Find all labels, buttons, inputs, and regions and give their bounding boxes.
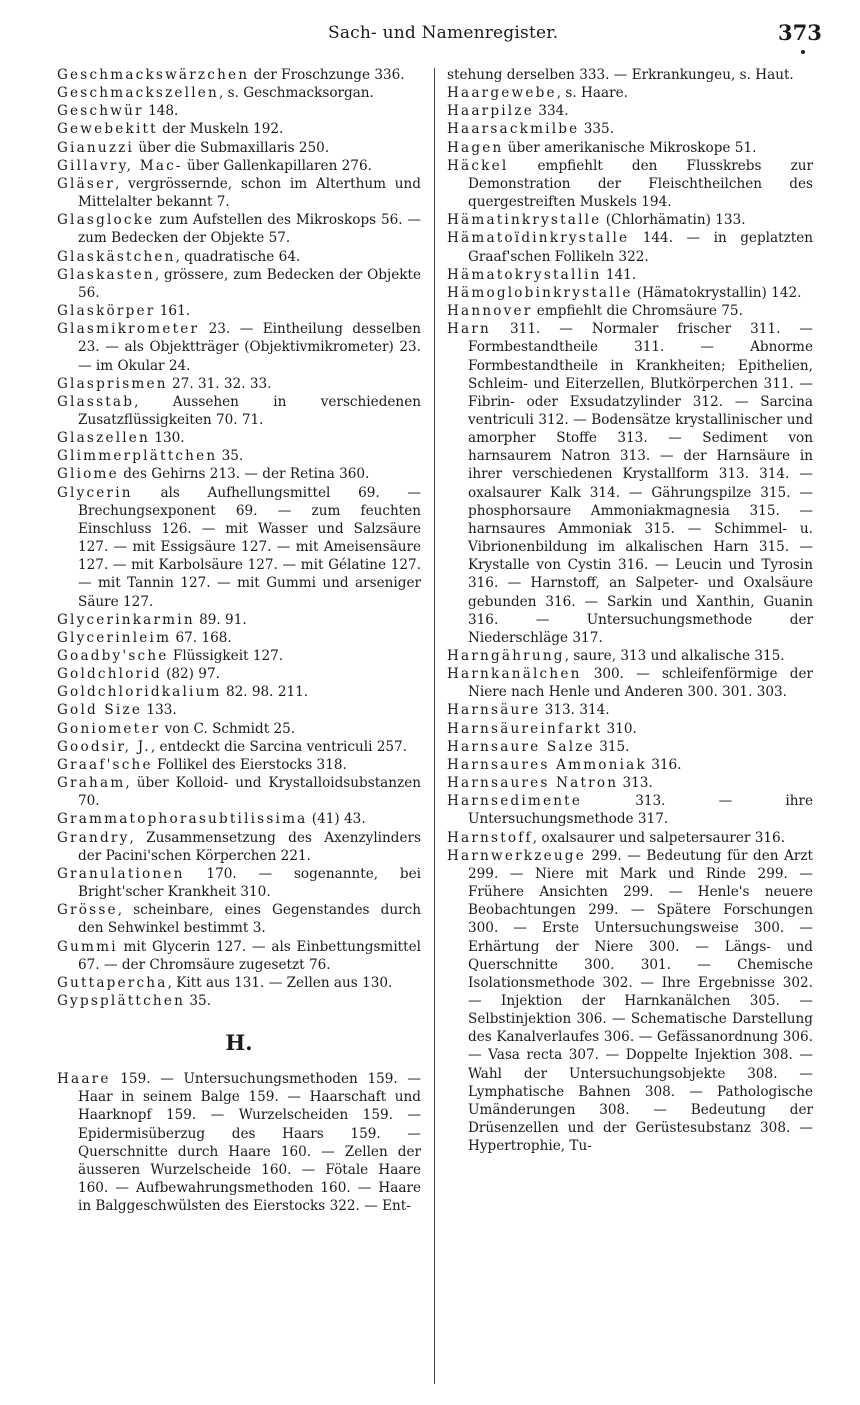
index-references: 35.: [185, 992, 212, 1009]
index-references: 316.: [646, 756, 682, 773]
index-references: , Zusammensetzung des Axenzylinders der Pacini'schen Körperchen 221.: [78, 829, 421, 864]
index-entry: [447, 756, 813, 774]
index-term: Harngährung: [447, 648, 565, 664]
index-references: , Kitt aus 131. — Zellen aus 130.: [167, 974, 393, 991]
index-entry: [57, 429, 421, 447]
index-term: Geschmackswärzchen: [57, 67, 250, 83]
index-entry: [57, 829, 421, 865]
index-references: , scheinbare, eines Gegenstandes durch den Sehwinkel bestimmt 3.: [78, 902, 421, 937]
page-header: [0, 20, 860, 48]
index-entry: [57, 139, 421, 157]
index-term: Glycerinkarmin: [57, 611, 195, 628]
running-title: Sach- und Namenregister.: [328, 23, 559, 43]
index-references: , saure, 313 und alkalische 315.: [564, 648, 785, 664]
index-references: , grössere, zum Bedecken der Objekte 56.: [78, 266, 421, 301]
index-entry: [447, 157, 813, 211]
index-term: Gummi: [57, 938, 118, 955]
index-references: stehung derselben 333. — Erkrankungeu, s. Haut.: [447, 67, 794, 83]
index-entry: [57, 720, 421, 738]
index-entry: [57, 701, 421, 719]
index-references: , über Kolloid- und Krystalloidsubstanzen 70.: [78, 775, 421, 810]
index-entry: [447, 774, 813, 792]
column-divider: [434, 68, 435, 1384]
index-term: Hämatinkrystalle: [447, 212, 602, 229]
index-references: 159. — Untersuchungsmethoden 159. — Haar in seinem Balge 159. — Haarschaft und Haarknopf 159. — Wurzelscheiden 159. — Epidermisüberzug des Haars 159. — Querschnitte durch Haare 160. — Zellen der äusseren Wurzelscheide 160. — Fötale Haare 160. — Aufbewahrungsmethoden 160. — Haare in Balggeschwülsten des Eierstocks 322. — Ent-: [78, 1071, 421, 1215]
index-entry: [57, 120, 421, 138]
index-entry: [57, 665, 421, 683]
index-references: , oxalsaurer und salpetersaurer 316.: [532, 829, 786, 846]
index-references: der Muskeln 192.: [157, 121, 284, 138]
index-term: Graaf'sche: [57, 756, 153, 773]
index-references: , entdeckt die Sarcina ventriculi 257.: [150, 738, 408, 755]
index-references: 313. 314.: [540, 702, 610, 719]
index-references: 35.: [217, 448, 244, 465]
right-column: [447, 66, 813, 1155]
index-entry: [447, 720, 813, 738]
index-entry: [57, 629, 421, 647]
index-references: , s. Haare.: [556, 85, 628, 102]
index-term: Harn: [447, 321, 492, 338]
index-term: Gliome: [57, 466, 119, 483]
index-term: Harnsaure Salze: [447, 738, 595, 755]
index-term: Glasmikrometer: [57, 321, 200, 338]
index-term: Goniometer: [57, 720, 161, 737]
index-references: Flüssigkeit 127.: [168, 648, 284, 664]
index-references: 334.: [533, 103, 569, 120]
index-references: 335.: [579, 121, 615, 138]
index-term: Harnsedimente: [447, 793, 583, 810]
index-entry: [57, 102, 421, 120]
index-term: Harnsaures Ammoniak: [447, 756, 647, 773]
index-term: Gianuzzi: [57, 139, 135, 156]
index-entry: [447, 139, 813, 157]
index-references: 141.: [601, 266, 637, 283]
index-term: Hannover: [447, 303, 533, 320]
index-term: Grammatophorasubtilissima: [57, 811, 308, 828]
index-entry: [447, 120, 813, 138]
index-entry: [57, 611, 421, 629]
index-term: Hagen: [447, 139, 504, 156]
index-references: 82. 98. 211.: [221, 684, 309, 701]
index-references: als Aufhellungsmittel 69. — Brechungsexponent 69. — zum feuchten Einschluss 126. — mit Wasser und Salzsäure 127. — mit Essigsäure 127. — mit Ameisensäure 127. — mit Karbolsäure 127. — mit Gélatine 127. — mit Tannin 127. — mit Gummi und arseniger Säure 127.: [78, 484, 421, 610]
index-entry: [57, 84, 421, 102]
index-term: Glasstab: [57, 393, 135, 410]
index-entry: [57, 774, 421, 810]
index-entry: [57, 683, 421, 701]
index-term: Glycerinleim: [57, 629, 172, 646]
index-term: Goodsir, J.: [57, 738, 151, 755]
index-references: 315.: [594, 738, 630, 755]
index-references: 133.: [142, 702, 177, 719]
index-term: Grösse: [57, 902, 118, 919]
index-term: Harnsäureinfarkt: [447, 720, 603, 737]
index-entry: [447, 738, 813, 756]
index-entry: [57, 992, 421, 1010]
index-entry: [57, 66, 421, 84]
index-references: (Chlorhämatin) 133.: [601, 212, 746, 229]
index-entry-continuation: [447, 66, 813, 84]
index-entry: [447, 102, 813, 120]
page-number: 373: [778, 20, 822, 45]
index-term: Geschmackszellen: [57, 85, 219, 102]
index-references: empfiehlt die Chromsäure 75.: [532, 303, 743, 320]
index-references: 313.: [618, 775, 653, 792]
index-entry: [57, 484, 421, 611]
index-term: Glaskasten: [57, 266, 155, 283]
index-entry: [57, 302, 421, 320]
index-term: Hämatokrystallin: [447, 266, 602, 283]
index-term: Grandry: [57, 829, 130, 846]
index-entry: [447, 665, 813, 701]
index-references: empfiehlt den Flusskrebs zur Demonstration der Fleischtheilchen des quergestreiften Muskels 194.: [468, 157, 813, 211]
index-term: Gold Size: [57, 702, 143, 719]
index-entry: [57, 447, 421, 465]
index-term: Goldchloridkalium: [57, 684, 222, 701]
index-term: Gypsplättchen: [57, 992, 186, 1009]
index-term: Haarsackmilbe: [447, 121, 580, 138]
index-term: Guttapercha: [57, 974, 168, 991]
index-term: Harnwerkzeuge: [447, 847, 586, 864]
index-entry: [57, 393, 421, 429]
index-entry: [57, 266, 421, 302]
index-term: Glycerin: [57, 484, 133, 501]
index-references: über Gallenkapillaren 276.: [182, 157, 372, 174]
index-references: 67. 168.: [171, 629, 232, 646]
index-term: Haare: [57, 1071, 111, 1088]
index-references: des Gehirns 213. — der Retina 360.: [118, 466, 370, 483]
index-references: Follikel des Eierstocks 318.: [152, 756, 347, 773]
index-references: 144. — in geplatzten Graaf'schen Follikeln 322.: [468, 230, 813, 265]
index-references: , s. Geschmacksorgan.: [218, 85, 374, 102]
index-references: über die Submaxillaris 250.: [134, 139, 330, 156]
index-references: 89. 91.: [194, 611, 247, 628]
index-term: Glasglocke: [57, 212, 155, 229]
index-references: 27. 31. 32. 33.: [167, 375, 272, 392]
index-entry: [57, 248, 421, 266]
index-entry: [57, 974, 421, 992]
index-term: Gillavry, Mac-: [57, 157, 183, 174]
index-references: von C. Schmidt 25.: [160, 720, 296, 737]
index-entry: [447, 792, 813, 828]
index-references: der Froschzunge 336.: [249, 67, 405, 83]
index-term: Gewebekitt: [57, 121, 158, 138]
index-entry: [447, 320, 813, 647]
index-references: , vergrössernde, schon im Alterthum und Mittelalter bekannt 7.: [78, 175, 421, 211]
index-entry: [447, 302, 813, 320]
index-references: (41) 43.: [307, 811, 366, 828]
index-entry: [57, 375, 421, 393]
index-references: , Aussehen in verschiedenen Zusatzflüssigkeiten 70. 71.: [78, 393, 421, 428]
index-references: 299. — Bedeutung für den Arzt 299. — Niere mit Mark und Rinde 299. — Frühere Ansichten 299. — Henle's neuere Beobachtungen 299. — Spätere Forschungen 300. — Erste Untersuchungsweise 300. — Erhärtung der Niere 300. — Längs- und Querschnitte 300. 301. — Chemische Isolationsmethode 302. — Ihre Ergebnisse 302. — Injektion der Harnkanälchen 305. — Selbstinjektion 306. — Schematische Darstellung des Kanalverlaufes 306. — Gefässanordnung 306. — Vasa recta 307. — Doppelte Injektion 308. — Wahl der Untersuchungsobjekte 308. — Lymphatische Bahnen 308. — Pathologische Umänderungen 308. — Bedeutung der Drüsenzellen und der Gerüstesubstanz 308. — Hypertrophie, Tu-: [468, 847, 813, 1155]
index-term: Glaskästchen: [57, 248, 176, 265]
index-entry: [447, 266, 813, 284]
index-entry: [57, 865, 421, 901]
ink-speck: [801, 50, 805, 54]
index-references: (82) 97.: [161, 666, 220, 683]
index-references: (Hämatokrystallin) 142.: [632, 284, 802, 301]
index-term: Granulationen: [57, 865, 185, 882]
index-entry: [447, 84, 813, 102]
index-entry: [447, 847, 813, 1156]
index-references: zum Aufstellen des Mikroskops 56. — zum Bedecken der Objekte 57.: [78, 212, 421, 247]
index-entry: [57, 938, 421, 974]
index-term: Glimmerplättchen: [57, 448, 218, 465]
index-term: Harnkanälchen: [447, 666, 582, 683]
index-entry: [447, 229, 813, 265]
index-term: Harnstoff: [447, 829, 533, 846]
index-term: Harnsaures Natron: [447, 775, 619, 792]
index-entry: [57, 756, 421, 774]
index-term: Haargewebe: [447, 85, 557, 102]
index-references: 300. — schleifenförmige der Niere nach Henle und Anderen 300. 301. 303.: [468, 666, 813, 701]
index-references: über amerikanische Mikroskope 51.: [503, 139, 757, 156]
index-term: Hämatoïdinkrystalle: [447, 230, 630, 247]
index-entry: [447, 647, 813, 665]
index-entry: [57, 647, 421, 665]
index-term: Gläser: [57, 175, 116, 192]
index-entry: [57, 738, 421, 756]
index-references: 170. — sogenannte, bei Bright'scher Krankheit 310.: [78, 865, 421, 901]
index-term: Geschwür: [57, 103, 144, 120]
index-entry: [57, 810, 421, 828]
index-entry: [57, 1070, 421, 1215]
index-references: 130.: [150, 430, 185, 447]
index-references: 310.: [602, 720, 637, 737]
index-term: Glasprismen: [57, 375, 168, 392]
index-entry: [447, 829, 813, 847]
section-heading-h: H.: [225, 1030, 253, 1056]
index-entry: [57, 175, 421, 211]
index-entry: [447, 701, 813, 719]
left-column: [57, 66, 421, 1215]
index-term: Graham: [57, 775, 126, 792]
index-references: , quadratische 64.: [175, 248, 301, 265]
index-term: Glaszellen: [57, 430, 150, 447]
index-term: Goadby'sche: [57, 648, 169, 664]
index-entry: [447, 211, 813, 229]
index-references: mit Glycerin 127. — als Einbettungsmittel 67. — der Chromsäure zugesetzt 76.: [78, 938, 421, 973]
index-references: 23. — Eintheilung desselben 23. — als Objektträger (Objektivmikrometer) 23. — im Okular 24.: [78, 321, 421, 374]
index-entry: [57, 901, 421, 937]
index-term: Häckel: [447, 157, 509, 174]
index-term: Haarpilze: [447, 103, 534, 120]
index-entry: [57, 465, 421, 483]
index-references: 161.: [155, 303, 191, 320]
index-entry: [57, 211, 421, 247]
index-references: 148.: [143, 103, 179, 120]
index-references: 313. — ihre Untersuchungsmethode 317.: [468, 793, 813, 828]
index-term: Goldchlorid: [57, 666, 162, 683]
index-term: Glaskörper: [57, 303, 156, 320]
index-term: Hämoglobinkrystalle: [447, 284, 633, 301]
index-entry: [57, 320, 421, 374]
index-entry: [447, 284, 813, 302]
index-entry: [57, 157, 421, 175]
index-term: Harnsäure: [447, 702, 541, 719]
index-references: 311. — Normaler frischer 311. — Formbestandtheile 311. — Abnorme Formbestandtheile in Krankheiten; Epithelien, Schleim- und Eiterzellen, Blutkörperchen 311. — Fibrin- oder Exsudatzylinder 312. — Sarcina ventriculi 312. — Bodensätze krystallinischer und amorpher Stoffe 313. — Sediment von harnsaurem Natron 313. — der Harnsäure in ihrer verschiedenen Krystallform 313. 314. — oxalsaurer Kalk 314. — Gährungspilze 315. — phosphorsaure Ammoniakmagnesia 315. — harnsaures Ammoniak 315. — Schimmel- u. Vibrionenbildung im alkalischen Harn 315. — Krystalle von Cystin 316. — Leucin und Tyrosin 316. — Harnstoff, an Salpeter- und Oxalsäure gebunden 316. — Sarkin und Xanthin, Guanin 316. — Untersuchungsmethode der Niederschläge 317.: [468, 321, 813, 646]
